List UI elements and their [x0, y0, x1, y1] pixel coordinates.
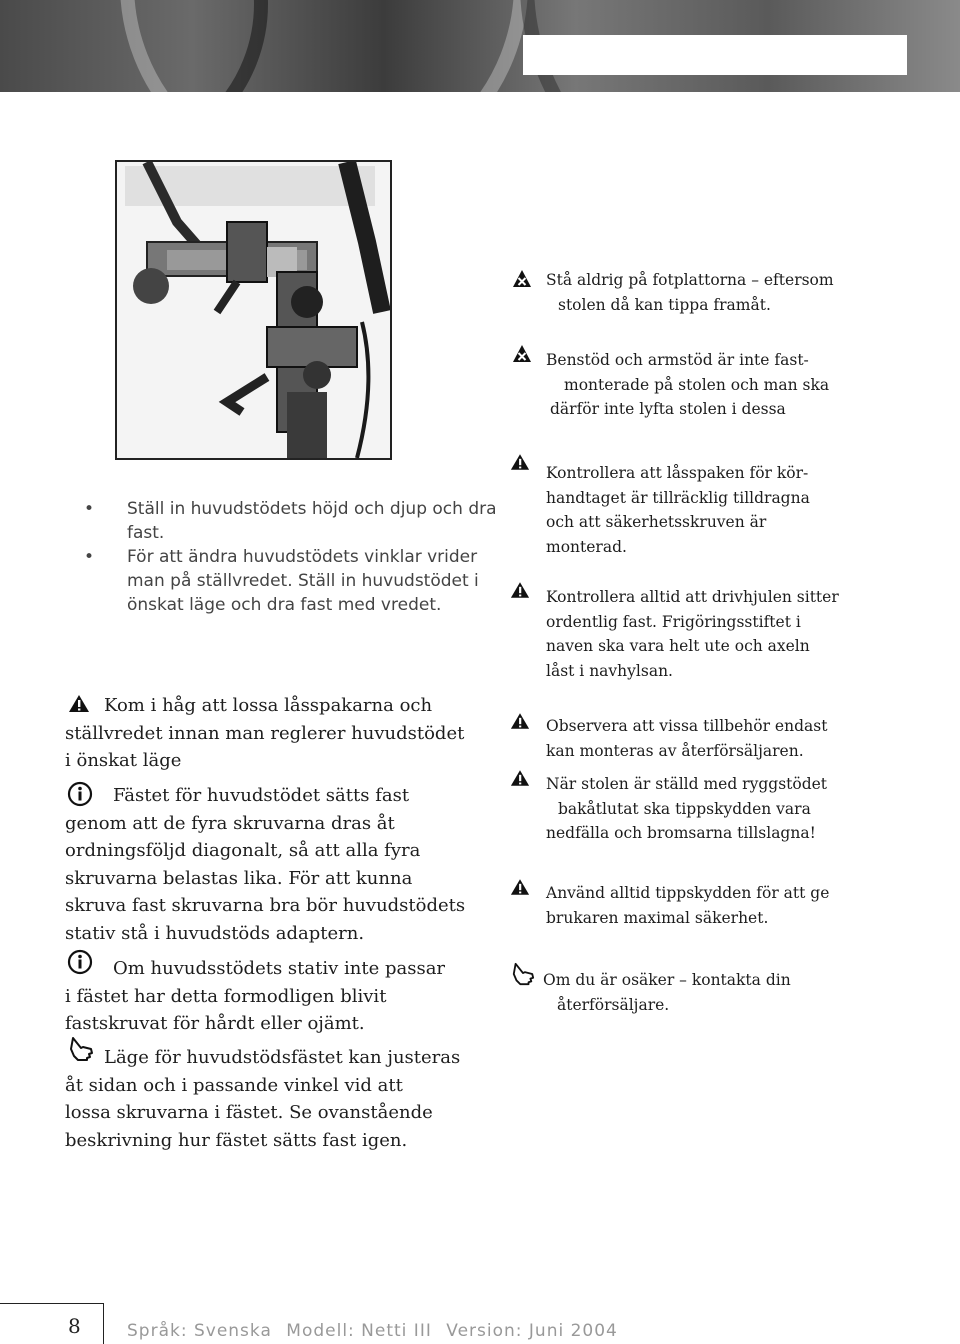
prohibited-icon — [512, 269, 532, 288]
footer-version: Version: Juni 2004 — [446, 1321, 618, 1341]
warning-note: Kontrollera att låsspaken för kör- handtaget är tillräcklig tilldragna och att säkerhetsskruven är monterad. — [510, 461, 930, 559]
warning-triangle-icon — [68, 694, 90, 713]
bullet-dot: • — [84, 499, 95, 519]
header-wheel-arc — [120, 0, 528, 92]
warning-note: Observera att vissa tillbehör endast kan monteras av återförsäljaren. — [510, 714, 930, 763]
tip-note: Om du är osäker – kontakta din återförsäljare. — [510, 968, 930, 1017]
warning-triangle-icon — [510, 712, 530, 730]
warning-triangle-icon — [510, 581, 530, 599]
prohibited-note: Stå aldrig på fotplattorna – eftersom stolen då kan tippa framåt. — [510, 268, 930, 317]
warning-triangle-icon — [510, 453, 530, 471]
footer-language: Språk: Svenska — [127, 1321, 272, 1341]
warning-note: Kom i håg att lossa låsspakarna och ställvredet innan man reglerer huvudstödet i önskat läge — [65, 695, 465, 771]
header-title-box — [523, 35, 907, 75]
prohibited-icon — [512, 344, 532, 363]
page-number: 8 — [68, 1314, 81, 1338]
tip-note: Läge för huvudstödsfästet kan justeras åt sidan och i passande vinkel vid att lossa skruvarna i fästet. Se ovanstående beskrivning hur fästet sätts fast igen. — [65, 1044, 495, 1154]
list-item: • Ställ in huvudstödets höjd och djup och dra fast. — [84, 499, 497, 543]
headrest-bracket-photo — [115, 160, 392, 460]
thumbs-up-icon — [510, 962, 536, 986]
warning-triangle-icon — [510, 878, 530, 896]
bullet-dot: • — [84, 547, 95, 567]
info-icon — [67, 949, 93, 975]
warning-note: Kontrollera alltid att drivhjulen sitter ordentlig fast. Frigöringsstiftet i naven ska vara helt ute och axeln låst i navhylsan. — [510, 585, 930, 683]
list-item: • För att ändra huvudstödets vinklar vrider man på ställvredet. Ställ in huvudstödet i önskat läge och dra fast med vredet. — [84, 547, 479, 615]
thumbs-up-icon — [67, 1036, 95, 1062]
page-number-box — [0, 1303, 104, 1344]
prohibited-note: Benstöd och armstöd är inte fast- monterade på stolen och man ska därför inte lyfta stolen i dessa — [510, 348, 930, 422]
instruction-list — [80, 497, 500, 617]
info-note: Fästet för huvudstödet sätts fast genom att de fyra skruvarna dras åt ordningsföljd diagonalt, så att alla fyra skruvarna belastas lika. För att kunna skruva fast skruvarna bra bör huvudstödets stativ stå i huvudstöds adaptern. — [65, 782, 495, 947]
info-note: Om huvudsstödets stativ inte passar i fästet har detta formodligen blivit fastskruvat för hårdt eller ojämt. — [65, 955, 495, 1038]
footer-model: Modell: Netti III — [286, 1321, 432, 1341]
footer-meta — [127, 1321, 618, 1341]
warning-note: När stolen är ställd med ryggstödet bakåtlutat ska tippskydden vara nedfälla och bromsarna tillslagna! — [510, 772, 930, 846]
warning-triangle-icon — [510, 769, 530, 787]
info-icon — [67, 781, 93, 807]
warning-note: Använd alltid tippskydden för att ge brukaren maximal säkerhet. — [510, 881, 930, 930]
